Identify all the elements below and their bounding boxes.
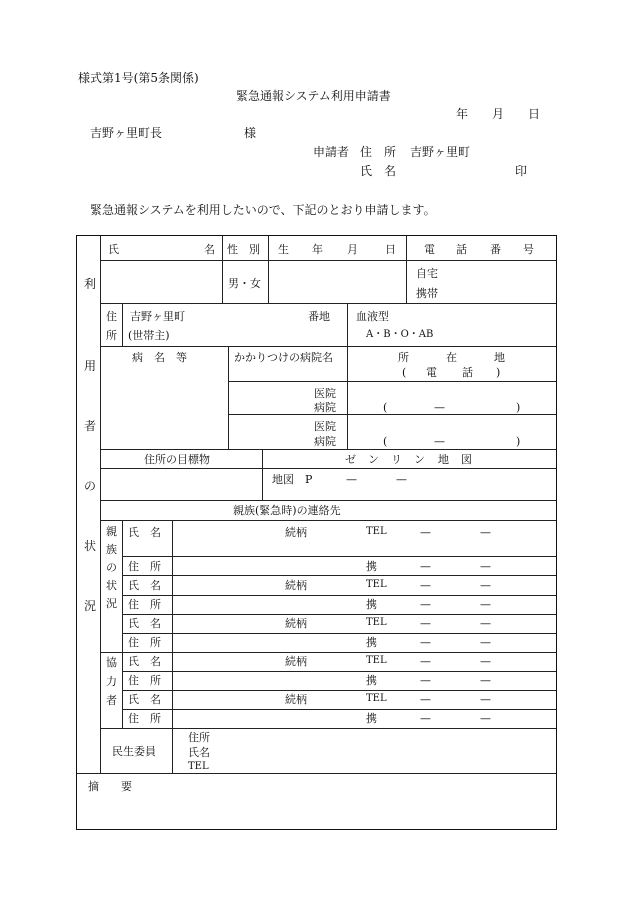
intro-text: 緊急通報システムを利用したいので、下記のとおり申請します。 <box>90 203 436 217</box>
mobile-dash: — <box>420 636 431 649</box>
cooperator-side: 協 <box>106 656 117 669</box>
hospital-phone-paren: ( <box>383 401 388 414</box>
mobile-dash: — <box>480 636 491 649</box>
hospital-phone-paren: ( <box>383 435 388 448</box>
mobile-label: 携 <box>366 674 377 687</box>
applicant-label: 申請者 <box>313 145 350 159</box>
hospital-head: かかりつけの病院名 <box>234 351 333 364</box>
zenrin-head: ン <box>368 453 379 466</box>
remarks-label: 摘 要 <box>88 780 132 793</box>
applicant-address-value: 吉野ヶ里町 <box>410 145 471 159</box>
tel-dash: — <box>480 617 491 630</box>
tel-dash: — <box>420 655 431 668</box>
zenrin-head: ゼ <box>345 453 356 466</box>
tel-dash: — <box>420 693 431 706</box>
birth-head: 生 <box>278 243 289 256</box>
mobile-dash: — <box>420 598 431 611</box>
phone-paren: 電 <box>426 366 437 379</box>
mobile-dash: — <box>420 560 431 573</box>
sex-head: 性 別 <box>227 243 260 256</box>
form-number: 様式第1号(第5条関係) <box>78 71 199 85</box>
location-head: 所 <box>398 351 409 364</box>
welfare-label: 民生委員 <box>112 745 156 758</box>
honorific: 様 <box>244 126 257 140</box>
relatives-side: 親 <box>106 525 117 538</box>
mobile-label: 携 <box>366 712 377 725</box>
hospital-label: 病院 <box>314 401 336 414</box>
contact-name-label: 氏 名 <box>128 693 161 706</box>
hospital-label: 病院 <box>314 435 336 448</box>
cooperator-side: 者 <box>106 694 117 707</box>
name-head: 氏 <box>108 243 119 256</box>
tel-dash: — <box>420 617 431 630</box>
location-head: 在 <box>446 351 457 364</box>
disease-head: 病 名 等 <box>132 351 187 364</box>
birth-head: 月 <box>347 243 358 256</box>
contact-address-label: 住 所 <box>128 712 161 725</box>
date-month: 月 <box>492 107 505 121</box>
clinic-label: 医院 <box>314 387 336 400</box>
side-label-char: 用 <box>84 359 97 373</box>
phone-head: 話 <box>456 243 467 256</box>
map-dash: — <box>346 473 357 486</box>
relatives-side: の <box>106 561 117 574</box>
tel-label: TEL <box>366 693 387 704</box>
side-label-char: 状 <box>84 539 97 553</box>
mobile-label: 携 <box>366 560 377 573</box>
tel-dash: — <box>480 693 491 706</box>
mobile-dash: — <box>480 560 491 573</box>
clinic-label: 医院 <box>314 420 336 433</box>
form-title: 緊急通報システム利用申請書 <box>236 89 391 103</box>
address-town: 吉野ヶ里町 <box>130 310 185 323</box>
tel-label: TEL <box>366 617 387 628</box>
address-side: 住 <box>106 310 117 323</box>
tel-dash: — <box>420 579 431 592</box>
hospital-phone-paren: ) <box>516 401 521 414</box>
tel-dash: — <box>420 526 431 539</box>
cooperator-side: 力 <box>106 675 117 688</box>
side-label-char: 況 <box>84 599 97 613</box>
hospital-phone-dash: — <box>434 401 445 414</box>
mobile-label: 携 <box>366 636 377 649</box>
tel-dash: — <box>480 655 491 668</box>
relatives-side: 況 <box>106 597 117 610</box>
contact-address-label: 住 所 <box>128 674 161 687</box>
side-label-char: の <box>84 479 97 493</box>
blood-type-options: A・B・O・AB <box>366 329 434 340</box>
mobile-label: 携 <box>366 598 377 611</box>
zenrin-head: 地 <box>438 453 449 466</box>
location-head: 地 <box>494 351 505 364</box>
relation-label: 続柄 <box>285 617 307 630</box>
phone-head: 番 <box>490 243 501 256</box>
relatives-side: 状 <box>106 579 117 592</box>
tel-dash: — <box>480 579 491 592</box>
zenrin-head: リ <box>391 453 402 466</box>
relation-label: 続柄 <box>285 655 307 668</box>
contact-name-label: 氏 名 <box>128 526 161 539</box>
birth-head: 年 <box>312 243 323 256</box>
zenrin-head: 図 <box>461 453 472 466</box>
contact-name-label: 氏 名 <box>128 655 161 668</box>
tel-dash: — <box>480 526 491 539</box>
mobile-dash: — <box>480 712 491 725</box>
relation-label: 続柄 <box>285 526 307 539</box>
welfare-line: 住所 <box>188 731 210 744</box>
zenrin-head: ン <box>414 453 425 466</box>
tel-label: TEL <box>366 526 387 537</box>
address-side: 所 <box>106 329 117 342</box>
contact-address-label: 住 所 <box>128 560 161 573</box>
home-phone-label: 自宅 <box>416 267 438 280</box>
contact-address-label: 住 所 <box>128 598 161 611</box>
mobile-dash: — <box>480 598 491 611</box>
applicant-name-label: 氏 名 <box>360 164 397 178</box>
welfare-line: 氏名 <box>188 746 210 759</box>
tel-label: TEL <box>366 579 387 590</box>
householder-label: (世帯主) <box>128 329 170 342</box>
addressee: 吉野ヶ里町長 <box>90 126 163 140</box>
name-head: 名 <box>204 243 215 256</box>
hospital-phone-dash: — <box>434 435 445 448</box>
welfare-line: TEL <box>188 761 209 772</box>
phone-paren: 話 <box>462 366 473 379</box>
contact-name-label: 氏 名 <box>128 617 161 630</box>
map-page-label: 地図 P <box>272 473 313 486</box>
relatives-side: 族 <box>106 543 117 556</box>
side-label-char: 者 <box>84 419 97 433</box>
relation-label: 続柄 <box>285 693 307 706</box>
relation-label: 続柄 <box>285 579 307 592</box>
seal-mark: 印 <box>515 164 528 178</box>
contact-address-label: 住 所 <box>128 636 161 649</box>
date-day: 日 <box>528 107 541 121</box>
phone-head: 電 <box>424 243 435 256</box>
blood-type-label: 血液型 <box>356 310 389 323</box>
map-dash: — <box>396 473 407 486</box>
phone-paren: ) <box>496 366 501 379</box>
applicant-address-label: 住 所 <box>360 145 397 159</box>
birth-head: 日 <box>385 243 396 256</box>
phone-paren: ( <box>402 366 407 379</box>
address-banchi: 番地 <box>308 310 330 323</box>
phone-head: 号 <box>523 243 534 256</box>
date-year: 年 <box>456 107 469 121</box>
landmark-head: 住所の目標物 <box>144 453 210 466</box>
mobile-phone-label: 携帯 <box>416 287 438 300</box>
mobile-dash: — <box>420 674 431 687</box>
tel-label: TEL <box>366 655 387 666</box>
hospital-phone-paren: ) <box>516 435 521 448</box>
sex-value: 男・女 <box>228 277 261 290</box>
side-label-char: 利 <box>84 277 97 291</box>
mobile-dash: — <box>420 712 431 725</box>
mobile-dash: — <box>480 674 491 687</box>
relatives-head: 親族(緊急時)の連絡先 <box>233 504 341 517</box>
contact-name-label: 氏 名 <box>128 579 161 592</box>
